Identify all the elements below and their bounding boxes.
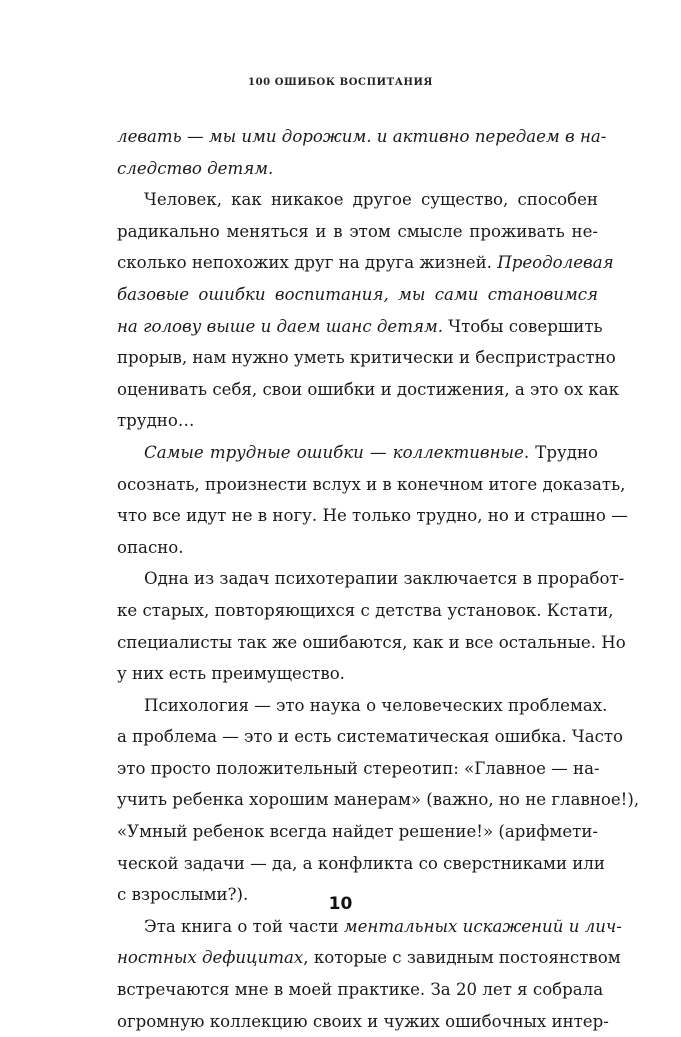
text-line: [117, 1006, 609, 1037]
italic-text: базовые ошибки воспитания, мы сами становимся: [117, 284, 598, 304]
text-line: [117, 911, 622, 943]
text-segment: сколько непохожих друг на друга жизней.: [117, 253, 498, 273]
text-line: [117, 690, 608, 722]
text-segment: Человек, как никакое другое существо, способен: [144, 190, 598, 210]
text-line: [117, 437, 598, 469]
text-line: [117, 942, 621, 974]
text-segment: Эта книга о той части: [144, 916, 344, 936]
text-segment: с взрослыми?).: [117, 885, 249, 905]
text-line: [117, 658, 598, 690]
text-line: [117, 784, 640, 816]
text-segment: Трудно: [529, 442, 599, 462]
text-segment: оценивать себя, свои ошибки и достижения, а это ох как: [117, 379, 620, 399]
text-line: [117, 342, 616, 374]
text-segment: «Умный ребенок всегда найдет решение!» (арифмети-: [117, 822, 598, 842]
italic-text: следство детям.: [117, 158, 274, 178]
text-line: [117, 721, 624, 753]
text-line: [117, 848, 605, 880]
text-line: [117, 563, 625, 595]
text-line: [117, 753, 598, 785]
text-segment: а проблема — это и есть систематическая ошибка. Часто: [117, 727, 624, 747]
text-line: [117, 374, 620, 406]
text-segment: учить ребенка хорошим манерам» (важно, но не главное!),: [117, 790, 640, 810]
text-line: [117, 816, 598, 848]
text-segment: у них есть преимущество.: [117, 664, 345, 684]
text-segment: встречаются мне в моей практике. За 20 лет я собрала: [117, 980, 604, 1000]
text-segment: это просто положительный стереотип: «Главное — на-: [117, 758, 600, 778]
text-segment: трудно…: [117, 411, 195, 431]
text-line: [117, 247, 614, 279]
text-line: [117, 216, 598, 248]
text-line: [117, 184, 598, 216]
text-segment: огромную коллекцию своих и чужих ошибочных интер-: [117, 1011, 609, 1031]
italic-text: Самые трудные ошибки — коллективные.: [144, 442, 530, 462]
running-header: 100 ОШИБОК ВОСПИТАНИЯ: [248, 77, 433, 88]
text-line: [117, 595, 614, 627]
text-line: [117, 469, 626, 501]
italic-text: ностных дефицитах: [117, 948, 304, 968]
text-segment: специалисты так же ошибаются, как и все остальные. Но: [117, 632, 626, 652]
text-segment: прорыв, нам нужно уметь критически и беспристрастно: [117, 348, 616, 368]
italic-text: Преодолевая: [497, 253, 614, 273]
text-segment: Психология — это наука о человеческих проблемах.: [144, 695, 608, 715]
text-line: [117, 627, 626, 659]
text-segment: ческой задачи — да, а конфликта со сверстниками или: [117, 853, 605, 873]
text-segment: ке старых, повторяющихся с детства установок. Кстати,: [117, 600, 614, 620]
italic-text: на голову выше и даем шанс детям.: [117, 316, 444, 336]
italic-text: левать — мы ими дорожим. и активно передаем в на-: [117, 127, 607, 146]
text-line: [117, 532, 598, 564]
text-segment: радикально меняться и в этом смысле проживать не-: [117, 221, 598, 241]
text-segment: осознать, произнести вслух и в конечном итоге доказать,: [117, 474, 626, 494]
text-segment: опасно.: [117, 537, 184, 557]
page-number: 10: [328, 894, 353, 914]
text-line: [117, 311, 603, 343]
text-segment: , которые с завидным постоянством: [303, 948, 621, 968]
text-line: [117, 279, 598, 311]
text-segment: Чтобы совершить: [443, 316, 603, 336]
text-line: [117, 405, 598, 437]
text-line: [117, 121, 607, 153]
italic-text: ментальных искажений и лич-: [343, 916, 622, 936]
text-line: [117, 500, 628, 532]
text-segment: Одна из задач психотерапии заключается в проработ-: [144, 569, 625, 589]
text-line: [117, 153, 598, 185]
text-segment: что все идут не в ногу. Не только трудно, но и страшно —: [117, 506, 628, 526]
